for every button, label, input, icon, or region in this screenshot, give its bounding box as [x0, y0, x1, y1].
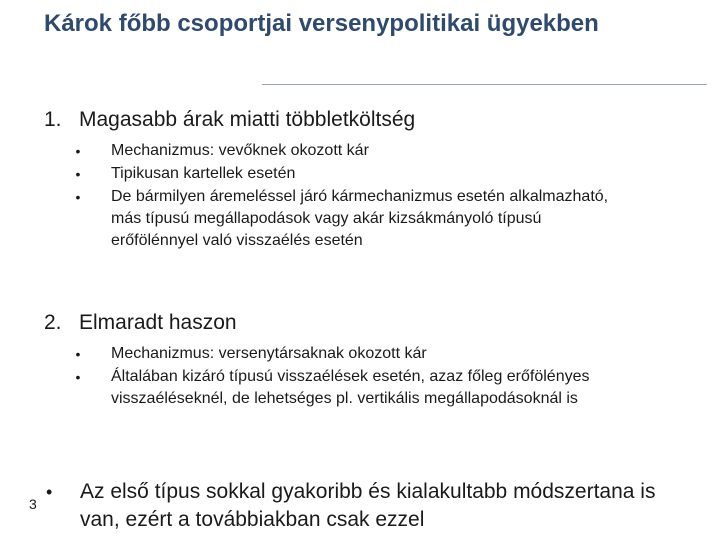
- bullet-text: Tipikusan kartellek esetén: [111, 165, 296, 182]
- bullet-icon: •: [75, 346, 81, 362]
- section-1-title: Magasabb árak miatti többletköltség: [79, 108, 416, 131]
- list-item: [73, 366, 633, 410]
- section-2-title: Elmaradt haszon: [79, 311, 237, 334]
- bullet-icon: •: [75, 143, 81, 159]
- list-item: [73, 186, 633, 252]
- section-2-bullets: [73, 343, 633, 411]
- section-2-heading: [44, 310, 237, 336]
- section-2-number: 2.: [44, 311, 62, 334]
- list-item: [73, 163, 633, 185]
- section-1-bullets: [73, 140, 633, 253]
- bullet-icon: •: [75, 189, 81, 205]
- summary-text: Az első típus sokkal gyakoribb és kialakultabb módszertana is van, ezért a továbbiakban csak ezzel: [80, 480, 656, 531]
- title-divider: [262, 84, 707, 85]
- list-item: [73, 343, 633, 365]
- bullet-text: Mechanizmus: versenytársaknak okozott kár: [111, 345, 427, 362]
- summary-bullet: [46, 478, 686, 534]
- slide-title: Károk főbb csoportjai versenypolitikai ügyekben: [44, 10, 599, 37]
- bullet-text: Általában kizáró típusú visszaélések esetén, azaz főleg erőfölényes visszaéléseknél, de lehetséges pl. vertikális megállapodásoknál is: [111, 368, 590, 407]
- bullet-icon: •: [75, 166, 81, 182]
- slide-number: 3: [29, 496, 37, 512]
- section-1-number: 1.: [44, 108, 62, 131]
- section-1-heading: [44, 107, 415, 133]
- bullet-icon: •: [75, 369, 81, 385]
- bullet-icon: •: [46, 482, 53, 502]
- bullet-text: De bármilyen áremeléssel járó kármechanizmus esetén alkalmazható, más típusú megállapodások vagy akár kizsákmányoló típusú erőfölénnyel való visszaélés esetén: [111, 188, 609, 249]
- bullet-text: Mechanizmus: vevőknek okozott kár: [111, 142, 369, 159]
- list-item: [73, 140, 633, 162]
